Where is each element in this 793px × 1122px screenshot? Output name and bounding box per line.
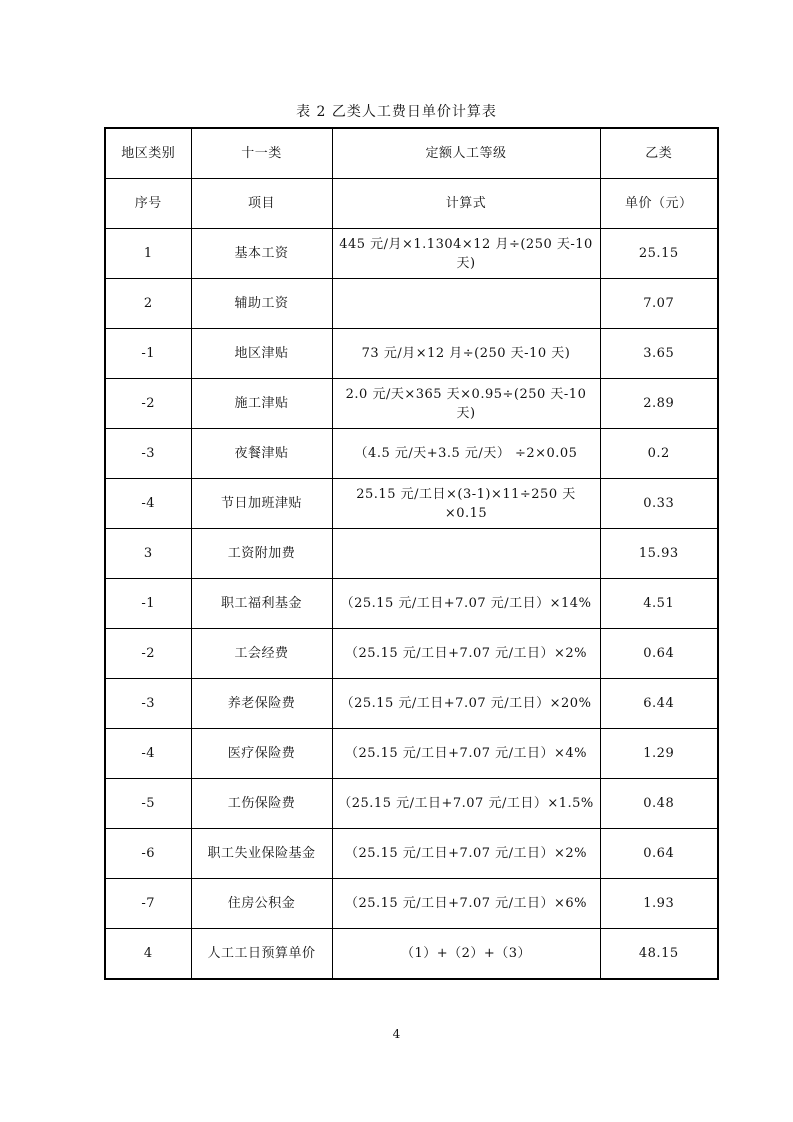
header-formula: 计算式: [332, 179, 600, 229]
row-formula: （25.15 元/工日+7.07 元/工日）×4%: [332, 729, 600, 779]
row-unit-price: 1.29: [600, 729, 718, 779]
row-unit-price: 1.93: [600, 879, 718, 929]
table-row: [105, 779, 718, 829]
row-seq: -2: [105, 629, 191, 679]
row-seq: -1: [105, 329, 191, 379]
page-number: 4: [392, 1027, 401, 1041]
table-row: [105, 229, 718, 279]
row-unit-price: 7.07: [600, 279, 718, 329]
row-item: 职工福利基金: [191, 579, 332, 629]
table-row: [105, 829, 718, 879]
row-unit-price: 4.51: [600, 579, 718, 629]
row-formula: （25.15 元/工日+7.07 元/工日）×20%: [332, 679, 600, 729]
row-formula: 445 元/月×1.1304×12 月÷(250 天-10 天): [332, 229, 600, 279]
row-formula: 2.0 元/天×365 天×0.95÷(250 天-10 天): [332, 379, 600, 429]
row-item: 住房公积金: [191, 879, 332, 929]
table-row: [105, 429, 718, 479]
row-unit-price: 6.44: [600, 679, 718, 729]
header-region-category: 地区类别: [105, 128, 191, 179]
table-row: [105, 729, 718, 779]
row-seq: -4: [105, 729, 191, 779]
row-formula: （25.15 元/工日+7.07 元/工日）×2%: [332, 829, 600, 879]
row-unit-price: 25.15: [600, 229, 718, 279]
row-seq: -5: [105, 779, 191, 829]
row-seq: -6: [105, 829, 191, 879]
table-row: [105, 379, 718, 429]
row-item: 人工工日预算单价: [191, 929, 332, 980]
header-class-eleven: 十一类: [191, 128, 332, 179]
table-row: [105, 629, 718, 679]
table-row: [105, 279, 718, 329]
row-item: 工伤保险费: [191, 779, 332, 829]
header-grade-b: 乙类: [600, 128, 718, 179]
row-formula: （25.15 元/工日+7.07 元/工日）×2%: [332, 629, 600, 679]
labor-cost-table: [104, 127, 719, 980]
table-row: [105, 929, 718, 980]
row-unit-price: 0.48: [600, 779, 718, 829]
row-item: 工资附加费: [191, 529, 332, 579]
row-formula: [332, 279, 600, 329]
row-unit-price: 0.64: [600, 829, 718, 879]
table-row: [105, 679, 718, 729]
row-seq: 1: [105, 229, 191, 279]
header-seq: 序号: [105, 179, 191, 229]
row-item: 养老保险费: [191, 679, 332, 729]
row-formula: （1）+（2）+（3）: [332, 929, 600, 980]
table-row: [105, 529, 718, 579]
row-formula: （4.5 元/天+3.5 元/天） ÷2×0.05: [332, 429, 600, 479]
row-formula: （25.15 元/工日+7.07 元/工日）×6%: [332, 879, 600, 929]
row-formula: （25.15 元/工日+7.07 元/工日）×1.5%: [332, 779, 600, 829]
header-labor-grade: 定额人工等级: [332, 128, 600, 179]
table-row: [105, 329, 718, 379]
row-seq: -1: [105, 579, 191, 629]
row-unit-price: 0.64: [600, 629, 718, 679]
row-formula: （25.15 元/工日+7.07 元/工日）×14%: [332, 579, 600, 629]
row-formula: 73 元/月×12 月÷(250 天-10 天): [332, 329, 600, 379]
row-item: 辅助工资: [191, 279, 332, 329]
table-row: [105, 579, 718, 629]
row-item: 夜餐津贴: [191, 429, 332, 479]
row-item: 节日加班津贴: [191, 479, 332, 529]
table-caption: 表 2 乙类人工费日单价计算表: [296, 104, 497, 120]
row-unit-price: 15.93: [600, 529, 718, 579]
row-seq: -7: [105, 879, 191, 929]
row-seq: 2: [105, 279, 191, 329]
row-unit-price: 0.2: [600, 429, 718, 479]
header-item: 项目: [191, 179, 332, 229]
row-unit-price: 48.15: [600, 929, 718, 980]
table-row: [105, 879, 718, 929]
row-item: 医疗保险费: [191, 729, 332, 779]
header-row-category: [105, 128, 718, 179]
header-row-columns: [105, 179, 718, 229]
table-row: [105, 479, 718, 529]
row-formula: 25.15 元/工日×(3-1)×11÷250 天×0.15: [332, 479, 600, 529]
row-unit-price: 3.65: [600, 329, 718, 379]
row-formula: [332, 529, 600, 579]
row-seq: -3: [105, 679, 191, 729]
row-seq: 3: [105, 529, 191, 579]
row-unit-price: 0.33: [600, 479, 718, 529]
row-seq: -3: [105, 429, 191, 479]
row-item: 基本工资: [191, 229, 332, 279]
row-seq: -4: [105, 479, 191, 529]
row-item: 施工津贴: [191, 379, 332, 429]
row-item: 工会经费: [191, 629, 332, 679]
row-seq: -2: [105, 379, 191, 429]
row-seq: 4: [105, 929, 191, 980]
header-unit-price: 单价（元）: [600, 179, 718, 229]
row-unit-price: 2.89: [600, 379, 718, 429]
row-item: 职工失业保险基金: [191, 829, 332, 879]
row-item: 地区津贴: [191, 329, 332, 379]
